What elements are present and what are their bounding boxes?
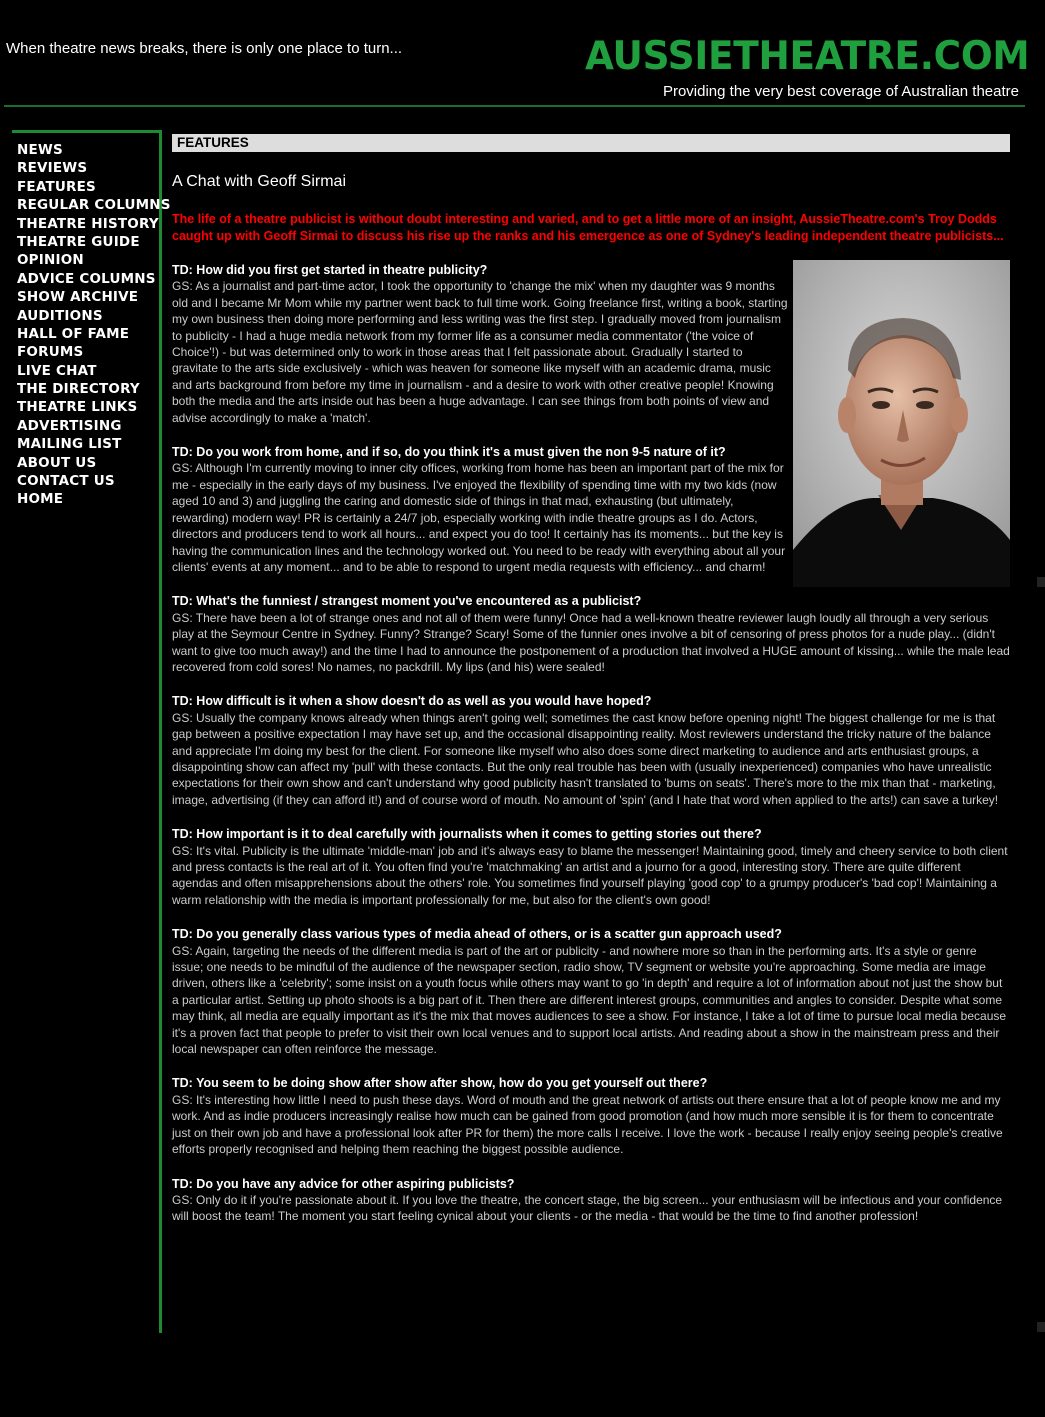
- nav-item-about-us[interactable]: ABOUT US: [17, 454, 97, 471]
- section-header: FEATURES: [172, 134, 1010, 152]
- article-main: [172, 134, 1010, 1225]
- question: TD: Do you generally class various types of media ahead of others, or is a scatter gun approach used?: [172, 927, 782, 942]
- logo-subtitle: Providing the very best coverage of Australian theatre: [662, 83, 1019, 100]
- qa-block: [172, 262, 1010, 426]
- nav-item-the-directory[interactable]: THE DIRECTORY: [17, 381, 140, 398]
- nav-item-news[interactable]: NEWS: [17, 142, 63, 158]
- nav-item-theatre-links[interactable]: THEATRE LINKS: [17, 399, 138, 416]
- nav-item-opinion[interactable]: OPINION: [17, 252, 84, 269]
- qa-block: [172, 1176, 1010, 1225]
- question: TD: How important is it to deal carefully with journalists when it comes to getting stories out there?: [172, 827, 762, 842]
- portrait-photo: [793, 260, 1010, 587]
- nav-item-features[interactable]: FEATURES: [17, 178, 96, 195]
- header-divider: [4, 105, 1025, 107]
- question: TD: Do you have any advice for other aspiring publicists?: [172, 1176, 515, 1191]
- scroll-marker: [1037, 1322, 1045, 1332]
- answer: GS: Again, targeting the needs of the different media is part of the art or publicity - and nowhere more so than in the performing arts. It's a style or genre issue; one needs to be mindful of the audience of the newspaper section, radio show, TV segment or website you're approaching. Some media are image driven, others like a 'celebrity'; some insist on a youth focus while others may want to go 'in depth' and require a lot of information about not just the show but a particular artist. Setting up photo shoots is a big part of it. Then there are different interest groups, communities and angles to consider. Despite what some may think, all media are equally important as it's the mix that moves audiences to see a show. For instance, I take a lot of time to pursue local media because it's a proven fact that people to prefer to visit their own local venues and to support local artists. And reading about a show in the mainstream press and their local newspaper can often reinforce the message.: [172, 943, 1007, 1057]
- qa-block: [172, 1075, 1010, 1157]
- nav-item-advice-columns[interactable]: ADVICE COLUMNS: [17, 270, 156, 287]
- answer: GS: Usually the company knows already when things aren't going well; sometimes the cast know before opening night! The biggest challenge for me is that gap between a positive expectation I may have set up, and the occasional disappointing reality. Most reviewers understand the tricky nature of the balance and appreciate I'm doing my best for the client. For someone like myself who also does some direct marketing to audience and arts enthusiast groups, a disappointing show can affect my 'pull' with these contacts. But the only real trouble has been with (usually inexperienced) companies who have unrealistic expectations for their own show and can't understand why good publicity hasn't translated to 'bums on seats'. There's more to the mix than that - marketing, image, advertising (if they can afford it!) and of course word of mouth. No amount of 'spin' (and I hate that word when applied to the arts!) can save a turkey!: [172, 710, 999, 807]
- tagline: When theatre news breaks, there is only one place to turn...: [6, 40, 403, 57]
- article-title: A Chat with Geoff Sirmai: [172, 173, 346, 190]
- question: TD: How did you first get started in theatre publicity?: [172, 263, 488, 277]
- answer: GS: It's interesting how little I need to push these days. Word of mouth and the great network of artists out there ensure that a lot of people know me and my work. And as indie producers increasingly realise how much can be gained from good promotion (and how much more sensible it is for them to concentrate just on their own job and have a professional look after PR for them) the more calls I receive. I love the work - because I really enjoy seeing people's creative efforts properly recognised and helping them reaching the biggest possible audience.: [172, 1092, 1003, 1157]
- answer: GS: Although I'm currently moving to inner city offices, working from home has been an important part of the mix for me - especially in the early days of my business. I've enjoyed the flexibility of spending time with my two kids (now aged 10 and 3) and juggling the caring and domestic side of things in that mad, exhausting (but ultimately, rewarding) modern way! PR is certainly a 24/7 job, especially working with indie theatre groups as I do. Actors, directors and producers tend to work all hours... and expect you do too! It certainly has its moments... but the key is having the communication lines and the technology worked out. You need to be ready with everything about all your clients' events at any moment... and to be able to respond to urgent media requests with efficiency... and charm!: [172, 461, 786, 574]
- nav-item-regular-columns[interactable]: REGULAR COLUMNS: [17, 197, 171, 214]
- sidebar-nav: [12, 130, 171, 1333]
- question: TD: Do you work from home, and if so, do you think it's a must given the non 9-5 nature of it?: [172, 445, 726, 460]
- answer: GS: It's vital. Publicity is the ultimate 'middle-man' job and it's always easy to blame the messenger! Maintaining good, timely and cheery service to both client and press contacts is the real art of it. You often find you're 'matchmaking' an artist and a journo for a good, interesting story. There are quite different agendas and often misapprehensions about the others' role. You sometimes find yourself playing 'good cop' to a grumpy producer's 'bad cop'! Maintaining a warm relationship with the media is important professionally for me, but also for the client's own good!: [172, 843, 1008, 907]
- nav-item-reviews[interactable]: REVIEWS: [17, 160, 88, 177]
- question: TD: What's the funniest / strangest moment you've encountered as a publicist?: [172, 594, 642, 609]
- qa-block: [172, 926, 1010, 1057]
- qa-block: [172, 593, 1010, 675]
- answer: GS: There have been a lot of strange ones and not all of them were funny! Once had a well-known theatre reviewer laugh loudly all through a very serious play at the Seymour Centre in Sydney. Funny? Strange? Scary! Some of the funnier ones involve a bit of censoring of press photos for a nude play... (didn't want to give too much away!) and the time I had to announce the postponement of a production that involved a HUGE amount of kissing... while the male lead recovered from cold sores! No names, no packdrill. My lips (and his) were sealed!: [172, 610, 1010, 674]
- nav-item-hall-of-fame[interactable]: HALL OF FAME: [17, 325, 130, 342]
- nav-item-advertising[interactable]: ADVERTISING: [17, 417, 122, 434]
- nav-item-forums[interactable]: FORUMS: [17, 344, 84, 361]
- article-lead: The life of a theatre publicist is without doubt interesting and varied, and to get a little more of an insight, AussieTheatre.com's Troy Dodds caught up with Geoff Sirmai to discuss his rise up the ranks and his emergence as one of Sydney's leading independent theatre publicists...: [172, 212, 1004, 243]
- nav-item-theatre-history[interactable]: THEATRE HISTORY: [17, 215, 159, 232]
- answer: GS: As a journalist and part-time actor, I took the opportunity to 'change the mix' when my daughter was 9 months old and I became Mr Mom while my partner went back to full time work. Going freelance first, writing a book, starting my own business then doing more performing and less writing was the first step. I gradually moved from journalism to publicity - I had a huge media network from my former life as a consumer media commentator ('the voice of Choice'!) - but was determined only to work in those areas that I felt passionate about. Gradually I started to gravitate to the arts side exclusively - which was heaven for someone like myself with an academic drama, music and arts background from before my time in journalism - and a desire to work with other creative people! Knowing both the media and the arts inside out has been a huge advantage. I can see things from both points of view and advise accordingly to make a 'match'.: [172, 279, 788, 425]
- nav-item-show-archive[interactable]: SHOW ARCHIVE: [17, 289, 139, 306]
- nav-item-contact-us[interactable]: CONTACT US: [17, 473, 115, 490]
- nav-item-theatre-guide[interactable]: THEATRE GUIDE: [17, 233, 140, 250]
- question: TD: How difficult is it when a show doesn't do as well as you would have hoped?: [172, 694, 652, 709]
- nav-item-mailing-list[interactable]: MAILING LIST: [17, 436, 122, 453]
- nav-item-home[interactable]: HOME: [17, 491, 64, 508]
- scroll-marker: [1037, 577, 1045, 587]
- nav-item-live-chat[interactable]: LIVE CHAT: [17, 362, 97, 379]
- qa-block: [172, 826, 1010, 908]
- question: TD: You seem to be doing show after show after show, how do you get yourself out there?: [172, 1076, 708, 1091]
- qa-block: [172, 693, 1010, 808]
- nav-item-auditions[interactable]: AUDITIONS: [17, 307, 103, 324]
- site-logo[interactable]: AUSSIETHEATRE.COM: [585, 34, 1030, 79]
- answer: GS: Only do it if you're passionate about it. If you love the theatre, the concert stage, the big screen... your enthusiasm will be infectious and your confidence will boost the team! The moment you start feeling cynical about your clients - or the media - that would be the time to find another profession!: [172, 1192, 1003, 1224]
